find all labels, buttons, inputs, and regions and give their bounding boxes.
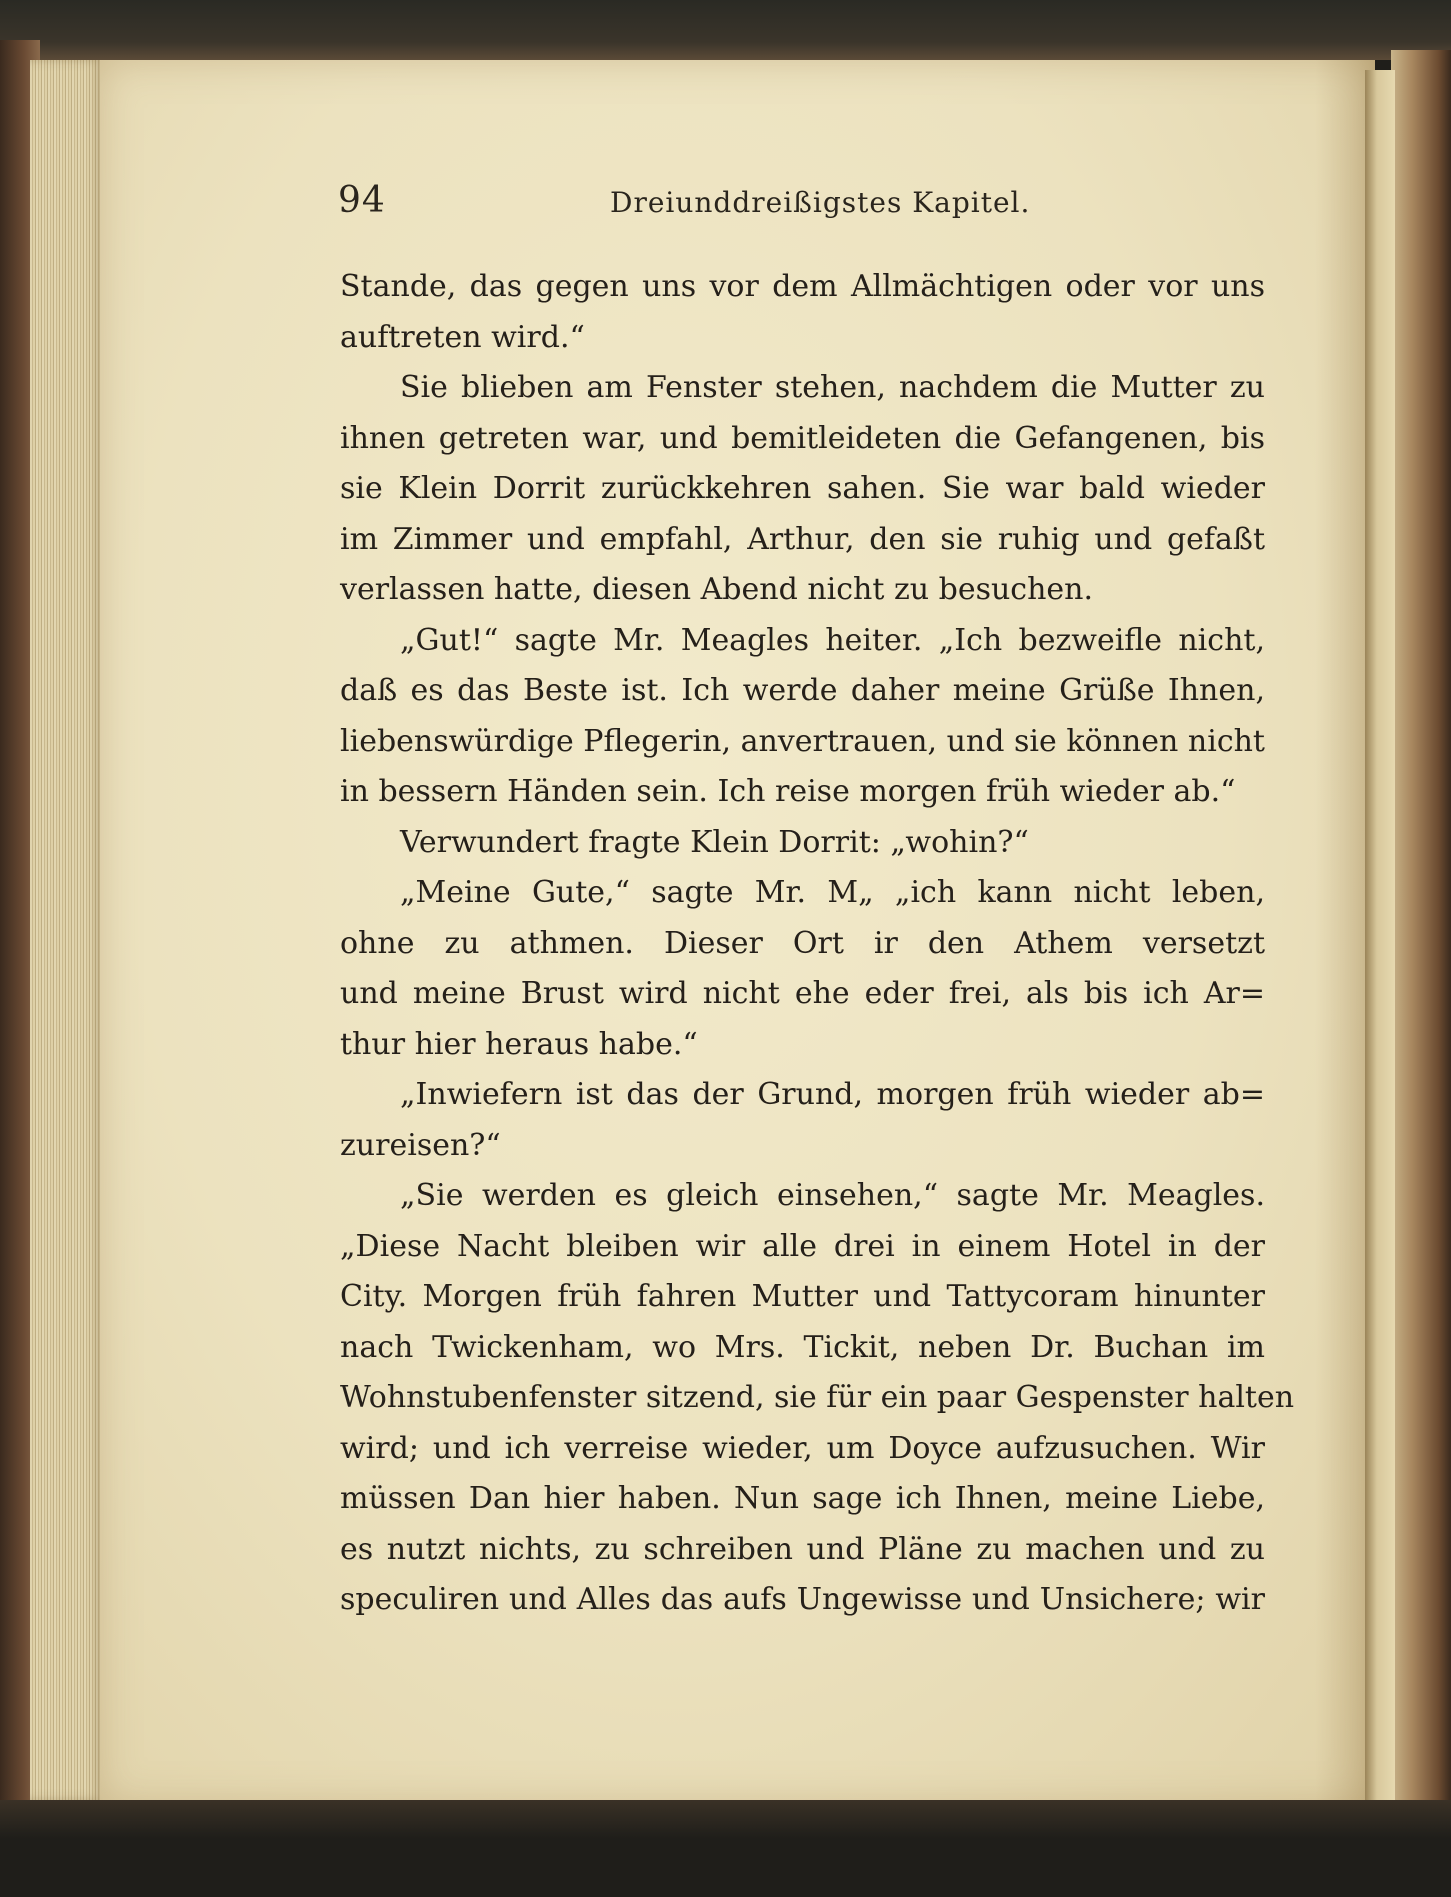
book-cover-right <box>1391 50 1451 1820</box>
text-line: zureisen?“ <box>340 1127 501 1163</box>
text-line: wird; und ich verreise wieder, um Doyce aufzusuchen. Wir <box>340 1430 1265 1466</box>
text-line: es nutzt nichts, zu schreiben und Pläne zu machen und zu <box>340 1531 1265 1567</box>
text-line: und meine Brust wird nicht ehe eder frei, als bis ich Ar= <box>340 976 1265 1011</box>
text-line: speculiren und Alles das aufs Ungewisse und Unsichere; wir <box>340 1582 1265 1617</box>
text-line: „Sie werden es gleich einsehen,“ sagte Mr. Meagles. <box>400 1178 1265 1213</box>
text-line: Sie blieben am Fenster stehen, nachdem die Mutter zu <box>400 370 1265 405</box>
text-line: daß es das Beste ist. Ich werde daher meine Grüße Ihnen, <box>340 673 1265 708</box>
text-line: „Gut!“ sagte Mr. Meagles heiter. „Ich bezweifle nicht, <box>400 622 1265 658</box>
facing-page-edge <box>1365 70 1395 1800</box>
running-title: Dreiunddreißigstes Kapitel. <box>610 186 1031 219</box>
page-edges <box>30 60 105 1800</box>
text-line: im Zimmer und empfahl, Arthur, den sie ruhig und gefaßt <box>340 521 1265 557</box>
text-line: „Inwiefern ist das der Grund, morgen früh wieder ab= <box>400 1077 1265 1112</box>
page-header <box>338 180 1298 230</box>
text-line: Wohnstubenfenster sitzend, sie für ein paar Gespenster halten <box>340 1380 1295 1415</box>
body-text <box>340 262 1295 1626</box>
page-number: 94 <box>338 180 386 221</box>
text-line: thur hier heraus habe.“ <box>340 1026 698 1062</box>
text-line: „Diese Nacht bleiben wir alle drei in einem Hotel in der <box>340 1228 1265 1264</box>
text-line: sie Klein Dorrit zurückkehren sahen. Sie war bald wieder <box>340 471 1265 506</box>
bottom-shadow <box>0 1800 1451 1897</box>
text-line: ohne zu athmen. Dieser Ort ir den Athem versetzt <box>340 925 1265 961</box>
text-line: nach Twickenham, wo Mrs. Tickit, neben Dr. Buchan im <box>340 1329 1265 1365</box>
text-line: in bessern Händen sein. Ich reise morgen früh wieder ab.“ <box>340 774 1236 809</box>
text-line: City. Morgen früh fahren Mutter und Tattycoram hinunter <box>340 1279 1265 1314</box>
text-line: „Meine Gute,“ sagte Mr. M„ „ich kann nicht leben, <box>400 875 1265 910</box>
text-line: verlassen hatte, diesen Abend nicht zu besuchen. <box>340 572 1094 607</box>
text-line: auftreten wird.“ <box>340 319 585 355</box>
text-line: müssen Dan hier haben. Nun sage ich Ihnen, meine Liebe, <box>340 1481 1265 1516</box>
top-shadow <box>0 0 1451 60</box>
text-line: liebenswürdige Pflegerin, anvertrauen, und sie können nicht <box>340 723 1265 759</box>
text-line: ihnen getreten war, und bemitleideten die Gefangenen, bis <box>340 420 1265 456</box>
text-line: Stande, das gegen uns vor dem Allmächtigen oder vor uns <box>340 269 1265 304</box>
text-line: Verwundert fragte Klein Dorrit: „wohin?“ <box>400 824 1029 860</box>
